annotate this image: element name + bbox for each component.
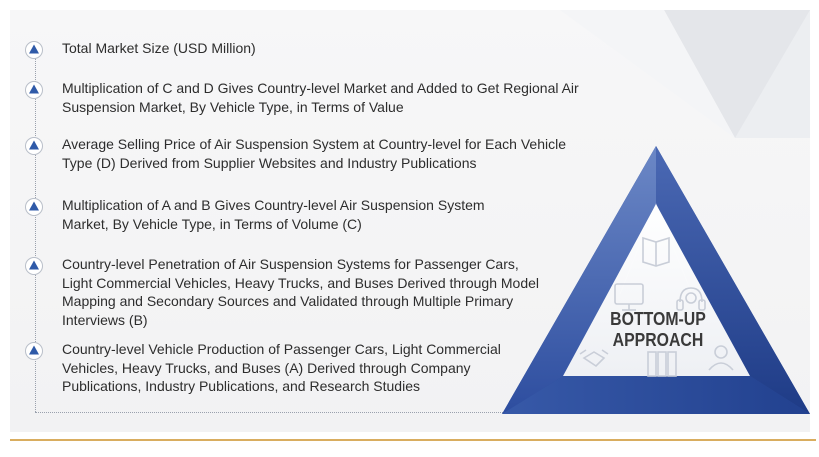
step-bullet-icon	[24, 80, 44, 100]
step-bullet-icon	[24, 341, 44, 361]
step-text: Total Market Size (USD Million)	[62, 40, 256, 56]
bottom-rule	[10, 439, 816, 441]
handshake-icon	[580, 350, 608, 366]
step-text: Multiplication of A and B Gives Country-level Air Suspension System Market, By Vehicle Type, in Terms of Volume (C)	[62, 197, 485, 232]
approach-label: BOTTOM-UP APPROACH	[610, 309, 706, 350]
step-bullet-icon	[24, 136, 44, 156]
binders-icon	[648, 352, 676, 376]
step-bullet-icon	[24, 256, 44, 276]
person-icon	[709, 346, 733, 370]
triangle-icons	[500, 144, 812, 416]
step-bullet-icon	[24, 197, 44, 217]
headset-icon	[677, 288, 705, 310]
step-text: Average Selling Price of Air Suspension System at Country-level for Each Vehicle Type (D) Derived from Supplier Websites and Industry Publications	[62, 136, 566, 171]
step-bullet-icon	[24, 40, 44, 60]
connector-base-line	[35, 412, 513, 413]
step-text: Country-level Penetration of Air Suspension Systems for Passenger Cars, Light Commercial Vehicles, Heavy Trucks, and Buses Derived through Model Mapping and Secondary Sources and Validated through Multiple Primary Interviews (B)	[62, 256, 539, 328]
step-text: Country-level Vehicle Production of Passenger Cars, Light Commercial Vehicles, Heavy Trucks, and Buses (A) Derived through Company Publications, Industry Publications, and Research Studies	[62, 341, 501, 394]
book-icon	[643, 238, 669, 266]
monitor-icon	[615, 284, 643, 310]
step-text: Multiplication of C and D Gives Country-level Market and Added to Get Regional Air Suspension Market, By Vehicle Type, in Terms of Value	[62, 80, 579, 115]
